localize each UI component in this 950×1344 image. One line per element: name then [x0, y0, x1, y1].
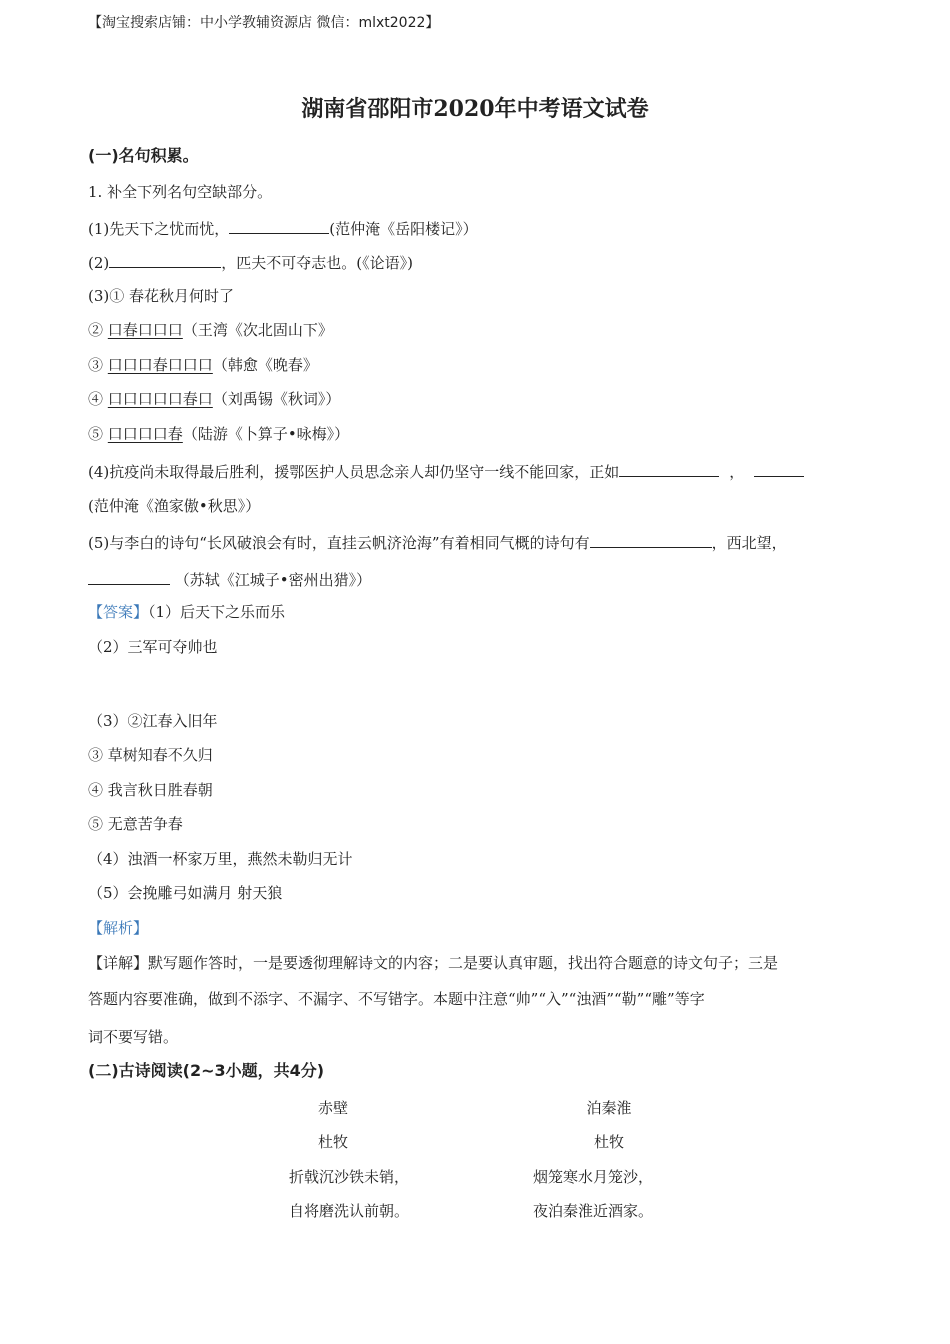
- answer-blank[interactable]: [88, 568, 170, 585]
- question-1-3-4: [88, 389, 868, 409]
- answer-blank[interactable]: [109, 251, 221, 268]
- question-1-5: [88, 531, 868, 553]
- answer-2: （2）三军可夺帅也: [88, 638, 218, 656]
- poem-1-author: 杜牧: [317, 1133, 348, 1151]
- answer-blank[interactable]: [754, 460, 804, 477]
- answer-3-4: ④ 我言秋日胜春朝: [88, 781, 213, 799]
- section-2-heading: (二)古诗阅读(2~3小题，共4分): [88, 1061, 325, 1080]
- fill-pattern: 口口口口春: [107, 425, 183, 443]
- poem-1-line-2: 自将磨洗认前朝。: [288, 1202, 409, 1220]
- section-1-heading: (一)名句积累。: [88, 146, 199, 165]
- item-num: ②: [88, 321, 104, 339]
- q1-5-text: (5)与李白的诗句“长风破浪会有时，直挂云帆济沧海”有着相同气概的诗句有: [88, 534, 590, 552]
- poem-2-title: 泊秦淮: [586, 1099, 632, 1117]
- poem-2-author: 杜牧: [593, 1133, 624, 1151]
- q1-2-text: ，匹夫不可夺志也。(《论语》): [221, 254, 413, 272]
- answer-4: （4）浊酒一杯家万里，燕然未勒归无计: [88, 850, 353, 868]
- q1-5-mid: ，西北望，: [711, 534, 787, 552]
- fill-pattern: 口春口口口: [107, 321, 183, 339]
- analysis-tag: 【解析】: [88, 919, 149, 937]
- page-title: 湖南省邵阳市2020年中考语文试卷: [301, 96, 649, 122]
- q1-4-comma: ，: [729, 463, 745, 481]
- answer-3: （3）②江春入旧年: [88, 712, 218, 730]
- poem-2-line-2: 夜泊秦淮近酒家。: [532, 1202, 653, 1220]
- question-1: 1. 补全下列名句空缺部分。: [88, 183, 273, 201]
- question-1-3: (3)① 春花秋月何时了: [88, 287, 235, 305]
- answer-blank[interactable]: [229, 217, 329, 234]
- question-1-5-cont: [88, 568, 868, 590]
- item-num: ③: [88, 356, 104, 374]
- question-1-4-source: (范仲淹《渔家傲•秋思》）: [88, 497, 261, 515]
- item-num: ④: [88, 390, 104, 408]
- answer-5: （5）会挽雕弓如满月 射天狼: [88, 884, 283, 902]
- answer-3-3: ③ 草树知春不久归: [88, 746, 213, 764]
- fill-pattern: 口口口口口春口: [107, 390, 213, 408]
- answer-3-5: ⑤ 无意苦争春: [88, 815, 183, 833]
- question-1-3-5: [88, 424, 868, 444]
- answer-blank[interactable]: [619, 460, 719, 477]
- detail-line-2: 答题内容要准确，做到不添字、不漏字、不写错字。本题中注意“帅”“入”“浊酒”“勒”“雕”等字: [88, 990, 705, 1008]
- detail-tag: 【详解】: [88, 954, 149, 972]
- q1-1-source: (范仲淹《岳阳楼记》）: [329, 220, 478, 238]
- poem-2-line-1: 烟笼寒水月笼沙，: [532, 1168, 653, 1186]
- question-1-3-2: [88, 320, 868, 340]
- item-source: （王湾《次北固山下》: [182, 321, 333, 339]
- q1-2-num: (2): [88, 254, 110, 272]
- q1-1-text: (1)先天下之忧而忧，: [88, 220, 230, 238]
- poem-1-title: 赤壁: [317, 1099, 348, 1117]
- question-1-2: [88, 251, 868, 273]
- q1-5-source: （苏轼《江城子•密州出猎》）: [174, 571, 372, 589]
- answer-text: （1）后天下之乐而乐: [148, 603, 286, 621]
- detail-line-1: [88, 953, 868, 973]
- item-source: （韩愈《晚春》: [212, 356, 318, 374]
- item-source: （陆游《卜算子•咏梅》）: [182, 425, 350, 443]
- detail-line-3: 词不要写错。: [88, 1028, 179, 1046]
- answer-1: [88, 602, 868, 622]
- fill-pattern: 口口口春口口口: [107, 356, 213, 374]
- poem-1-line-1: 折戟沉沙铁未销，: [288, 1168, 409, 1186]
- question-1-4: [88, 460, 868, 482]
- answer-blank[interactable]: [590, 531, 712, 548]
- item-num: ⑤: [88, 425, 104, 443]
- q1-4-text: (4)抗疫尚未取得最后胜利，援鄂医护人员思念亲人却仍坚守一线不能回家，正如: [88, 463, 620, 481]
- page-header: 【淘宝搜索店铺：中小学教辅资源店 微信：mlxt2022】: [88, 15, 440, 31]
- detail-text: 默写题作答时，一是要透彻理解诗文的内容；二是要认真审题，找出符合题意的诗文句子；三是: [148, 954, 779, 972]
- item-source: （刘禹锡《秋词》）: [212, 390, 341, 408]
- question-1-3-3: [88, 355, 868, 375]
- answer-tag: 【答案】: [88, 603, 149, 621]
- question-1-1: [88, 217, 868, 239]
